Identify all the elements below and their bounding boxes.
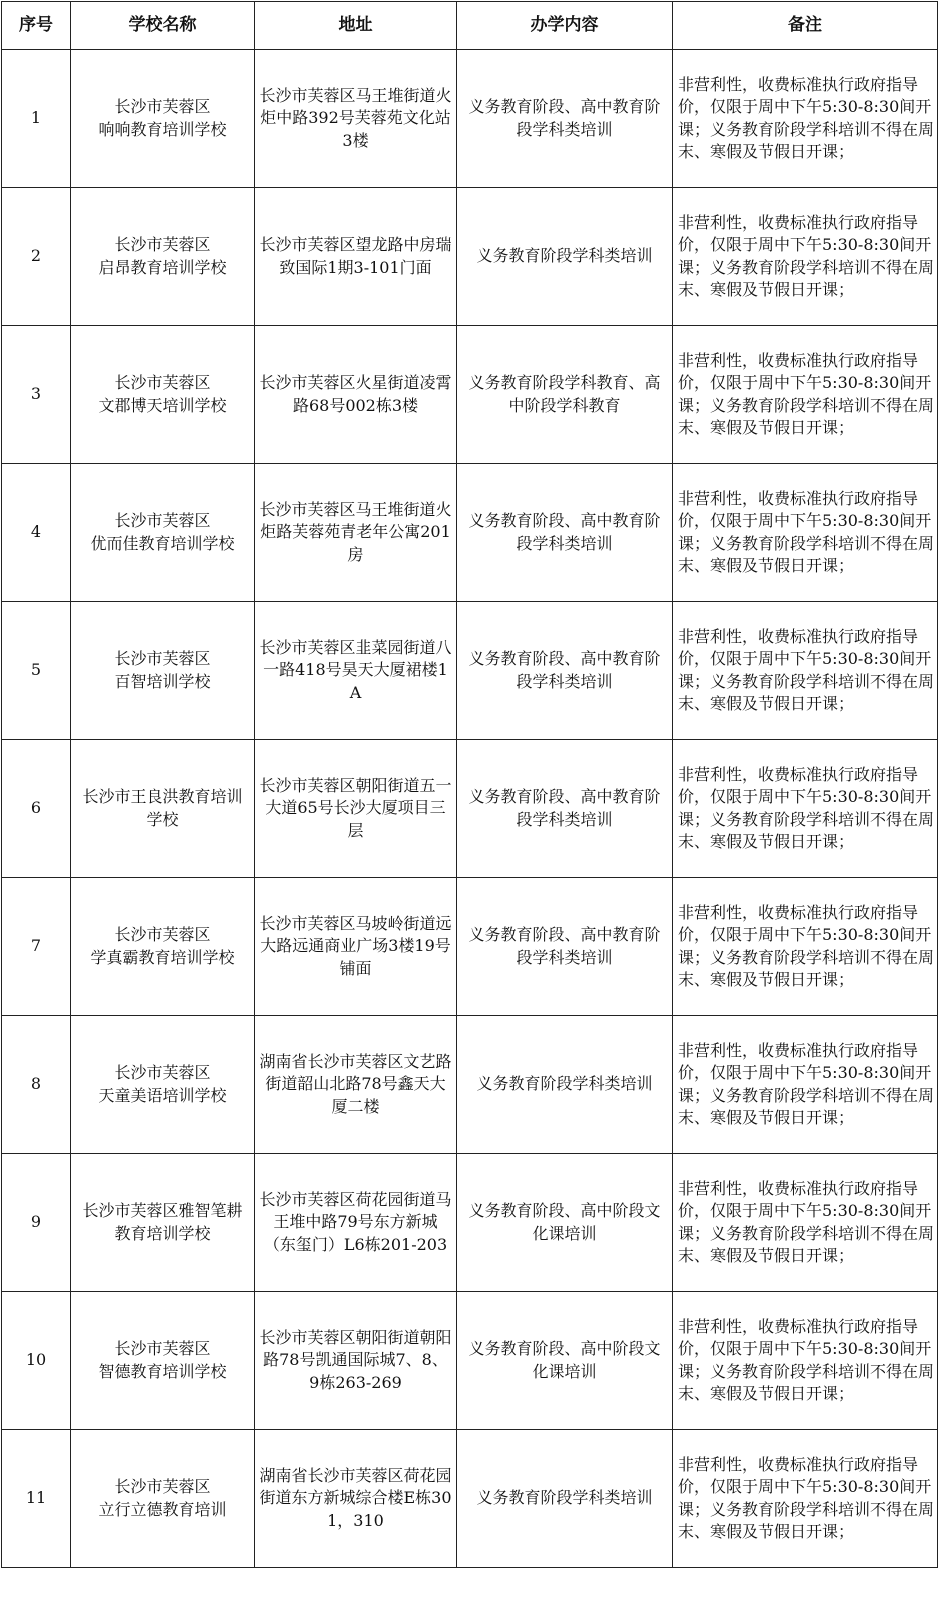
- cell-school-name: [71, 1292, 255, 1430]
- cell-school-name: [71, 1016, 255, 1154]
- table-row: [2, 602, 938, 740]
- cell-address: 长沙市芙蓉区荷花园街道马王堆中路79号东方新城（东玺门）L6栋201-203: [255, 1154, 457, 1292]
- cell-address: 长沙市芙蓉区望龙路中房瑞致国际1期3-101门面: [255, 188, 457, 326]
- school-name-line: 响响教育培训学校: [98, 119, 227, 139]
- header-remark: 备注: [673, 2, 938, 50]
- school-name-line: 长沙市芙蓉区: [114, 1063, 211, 1082]
- cell-remark: 非营利性，收费标准执行政府指导价，仅限于周中下午5:30-8:30间开课；义务教育阶段学科培训不得在周末、寒假及节假日开课；: [673, 602, 938, 740]
- cell-seq: 4: [2, 464, 71, 602]
- cell-seq: 5: [2, 602, 71, 740]
- school-name-line: 长沙市芙蓉区: [114, 1339, 211, 1358]
- cell-content: 义务教育阶段、高中教育阶段学科类培训: [457, 878, 673, 1016]
- cell-address: 湖南省长沙市芙蓉区荷花园街道东方新城综合楼E栋301，310: [255, 1430, 457, 1568]
- cell-content: 义务教育阶段学科类培训: [457, 1016, 673, 1154]
- school-name-line: 长沙市芙蓉区: [114, 649, 211, 668]
- cell-content: 义务教育阶段学科类培训: [457, 188, 673, 326]
- cell-content: 义务教育阶段、高中阶段文化课培训: [457, 1292, 673, 1430]
- cell-content: 义务教育阶段、高中阶段文化课培训: [457, 1154, 673, 1292]
- table-row: [2, 50, 938, 188]
- school-name-line: 智德教育培训学校: [98, 1361, 227, 1381]
- cell-school-name: [71, 1430, 255, 1568]
- school-name-line: 长沙市王良洪教育培训学校: [82, 787, 243, 829]
- cell-seq: 10: [2, 1292, 71, 1430]
- cell-remark: 非营利性，收费标准执行政府指导价，仅限于周中下午5:30-8:30间开课；义务教育阶段学科培训不得在周末、寒假及节假日开课；: [673, 1292, 938, 1430]
- cell-content: 义务教育阶段学科类培训: [457, 1430, 673, 1568]
- cell-seq: 1: [2, 50, 71, 188]
- school-name-line: 文郡博天培训学校: [98, 395, 227, 415]
- table-row: [2, 326, 938, 464]
- cell-content: 义务教育阶段、高中教育阶段学科类培训: [457, 602, 673, 740]
- cell-school-name: [71, 1154, 255, 1292]
- table-row: [2, 1430, 938, 1568]
- cell-remark: 非营利性，收费标准执行政府指导价，仅限于周中下午5:30-8:30间开课；义务教育阶段学科培训不得在周末、寒假及节假日开课；: [673, 1154, 938, 1292]
- school-list-table: [1, 1, 938, 1568]
- school-name-line: 学真霸教育培训学校: [90, 947, 235, 967]
- header-name: 学校名称: [71, 2, 255, 50]
- school-name-line: 长沙市芙蓉区: [114, 373, 211, 392]
- cell-school-name: [71, 464, 255, 602]
- school-name-line: 长沙市芙蓉区: [114, 1477, 211, 1496]
- cell-remark: 非营利性，收费标准执行政府指导价，仅限于周中下午5:30-8:30间开课；义务教育阶段学科培训不得在周末、寒假及节假日开课；: [673, 740, 938, 878]
- cell-remark: 非营利性，收费标准执行政府指导价，仅限于周中下午5:30-8:30间开课；义务教育阶段学科培训不得在周末、寒假及节假日开课；: [673, 1430, 938, 1568]
- table-body: [2, 50, 938, 1568]
- cell-content: 义务教育阶段学科教育、高中阶段学科教育: [457, 326, 673, 464]
- cell-remark: 非营利性，收费标准执行政府指导价，仅限于周中下午5:30-8:30间开课；义务教育阶段学科培训不得在周末、寒假及节假日开课；: [673, 878, 938, 1016]
- cell-address: 长沙市芙蓉区马坡岭街道远大路远通商业广场3楼19号铺面: [255, 878, 457, 1016]
- cell-seq: 8: [2, 1016, 71, 1154]
- cell-remark: 非营利性，收费标准执行政府指导价，仅限于周中下午5:30-8:30间开课；义务教育阶段学科培训不得在周末、寒假及节假日开课；: [673, 188, 938, 326]
- table-row: [2, 878, 938, 1016]
- cell-seq: 11: [2, 1430, 71, 1568]
- table-row: [2, 1292, 938, 1430]
- cell-remark: 非营利性，收费标准执行政府指导价，仅限于周中下午5:30-8:30间开课；义务教育阶段学科培训不得在周末、寒假及节假日开课；: [673, 50, 938, 188]
- cell-content: 义务教育阶段、高中教育阶段学科类培训: [457, 464, 673, 602]
- cell-address: 长沙市芙蓉区朝阳街道朝阳路78号凯通国际城7、8、9栋263-269: [255, 1292, 457, 1430]
- school-name-line: 长沙市芙蓉区: [114, 97, 211, 116]
- cell-address: 湖南省长沙市芙蓉区文艺路街道韶山北路78号鑫天大厦二楼: [255, 1016, 457, 1154]
- cell-remark: 非营利性，收费标准执行政府指导价，仅限于周中下午5:30-8:30间开课；义务教育阶段学科培训不得在周末、寒假及节假日开课；: [673, 1016, 938, 1154]
- cell-content: 义务教育阶段、高中教育阶段学科类培训: [457, 740, 673, 878]
- cell-seq: 7: [2, 878, 71, 1016]
- school-name-line: 长沙市芙蓉区雅智笔耕教育培训学校: [82, 1201, 243, 1243]
- table-row: [2, 1154, 938, 1292]
- cell-seq: 2: [2, 188, 71, 326]
- school-name-line: 优而佳教育培训学校: [90, 533, 235, 553]
- cell-address: 长沙市芙蓉区韭菜园街道八一路418号昊天大厦裙楼1A: [255, 602, 457, 740]
- cell-seq: 6: [2, 740, 71, 878]
- header-row: [2, 2, 938, 50]
- school-name-line: 长沙市芙蓉区: [114, 511, 211, 530]
- cell-school-name: [71, 188, 255, 326]
- header-seq: 序号: [2, 2, 71, 50]
- table-row: [2, 188, 938, 326]
- table-row: [2, 464, 938, 602]
- cell-content: 义务教育阶段、高中教育阶段学科类培训: [457, 50, 673, 188]
- cell-school-name: [71, 50, 255, 188]
- cell-seq: 3: [2, 326, 71, 464]
- school-name-line: 百智培训学校: [114, 671, 211, 691]
- header-content: 办学内容: [457, 2, 673, 50]
- header-address: 地址: [255, 2, 457, 50]
- cell-school-name: [71, 602, 255, 740]
- cell-remark: 非营利性，收费标准执行政府指导价，仅限于周中下午5:30-8:30间开课；义务教育阶段学科培训不得在周末、寒假及节假日开课；: [673, 464, 938, 602]
- cell-school-name: [71, 740, 255, 878]
- cell-remark: 非营利性，收费标准执行政府指导价，仅限于周中下午5:30-8:30间开课；义务教育阶段学科培训不得在周末、寒假及节假日开课；: [673, 326, 938, 464]
- cell-school-name: [71, 326, 255, 464]
- school-name-line: 长沙市芙蓉区: [114, 235, 211, 254]
- cell-address: 长沙市芙蓉区马王堆街道火炬路芙蓉苑青老年公寓201房: [255, 464, 457, 602]
- school-name-line: 立行立德教育培训: [98, 1499, 227, 1519]
- school-name-line: 天童美语培训学校: [98, 1085, 227, 1105]
- school-name-line: 启昂教育培训学校: [98, 257, 227, 277]
- cell-school-name: [71, 878, 255, 1016]
- cell-address: 长沙市芙蓉区朝阳街道五一大道65号长沙大厦项目三层: [255, 740, 457, 878]
- cell-seq: 9: [2, 1154, 71, 1292]
- table-row: [2, 1016, 938, 1154]
- cell-address: 长沙市芙蓉区马王堆街道火炬中路392号芙蓉苑文化站3楼: [255, 50, 457, 188]
- table-row: [2, 740, 938, 878]
- school-name-line: 长沙市芙蓉区: [114, 925, 211, 944]
- cell-address: 长沙市芙蓉区火星街道凌霄路68号002栋3楼: [255, 326, 457, 464]
